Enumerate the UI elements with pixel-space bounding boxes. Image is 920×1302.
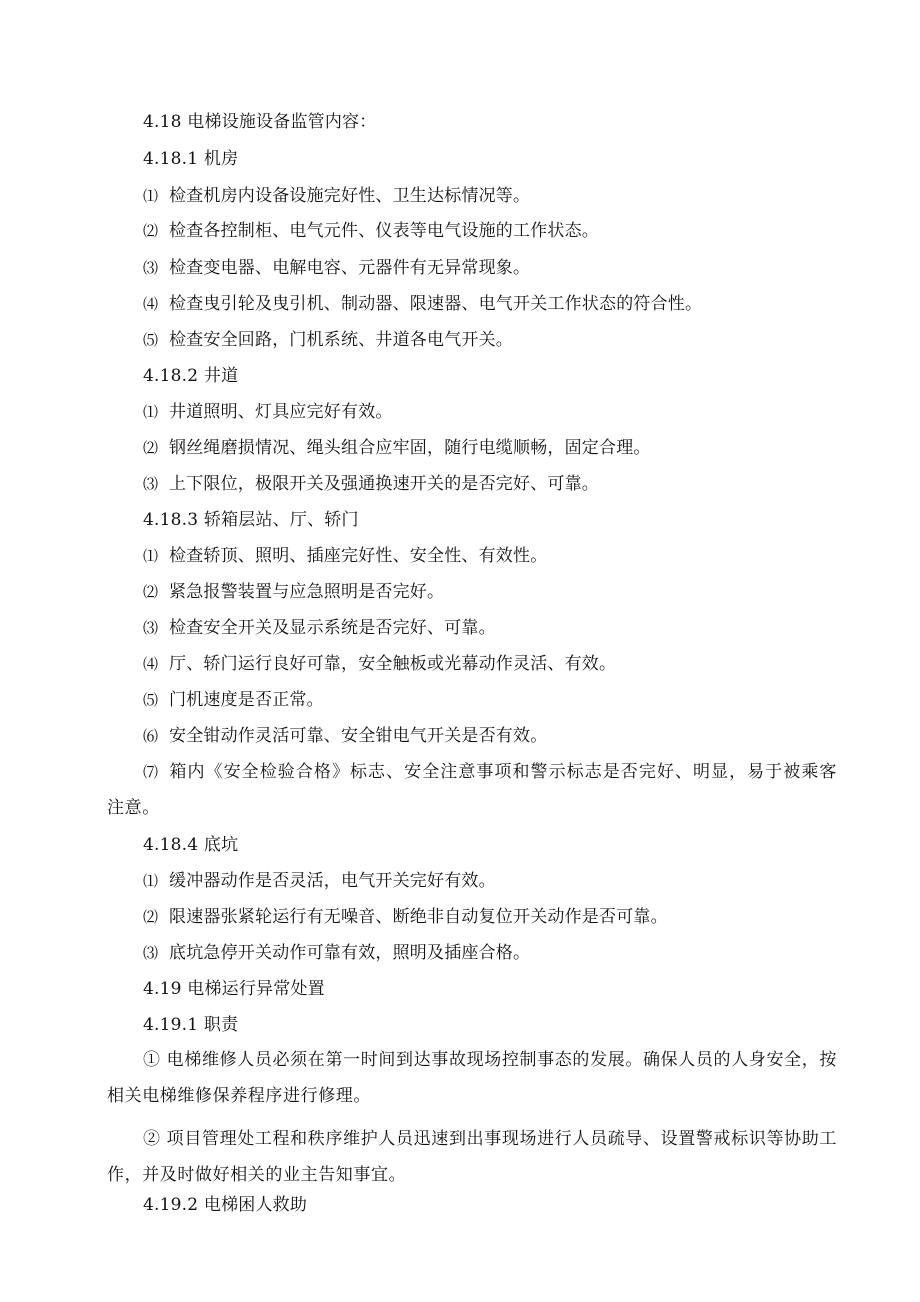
list-number: ⑶ (143, 619, 159, 637)
list-item (143, 871, 496, 891)
subsection-title-pit: 4.18.4 底坑 (143, 835, 239, 855)
list-item (143, 474, 599, 494)
list-text: 检查变电器、电解电容、元器件有无异常现象。 (169, 258, 531, 278)
list-number: ⑸ (143, 691, 159, 709)
list-text: 检查各控制柜、电气元件、仪表等电气设施的工作状态。 (169, 221, 599, 241)
list-number: ⑵ (143, 583, 159, 601)
list-text: 箱内《安全检验合格》标志、安全注意事项和警示标志是否完好、明显，易于被乘客注意。 (107, 762, 837, 818)
list-number: ⑶ (143, 259, 159, 277)
list-number: ⑹ (143, 727, 159, 745)
list-number: ⑶ (143, 944, 159, 962)
subsection-title-rescue: 4.19.2 电梯困人救助 (143, 1195, 308, 1215)
list-text: 检查轿顶、照明、插座完好性、安全性、有效性。 (169, 546, 548, 566)
section-heading: 4.18 电梯设施设备监管内容： (143, 112, 377, 132)
list-item (143, 438, 651, 458)
list-number: ⑵ (143, 908, 159, 926)
list-item-wrapped (107, 754, 837, 826)
list-number: ⑴ (143, 547, 159, 565)
list-item (143, 330, 513, 350)
list-item (143, 294, 702, 314)
list-item (143, 546, 547, 566)
list-number: ⑴ (143, 403, 159, 421)
list-text: 门机速度是否正常。 (169, 690, 324, 710)
list-number: ⑴ (143, 872, 159, 890)
list-item (143, 221, 599, 241)
list-number: ⑷ (143, 295, 159, 313)
list-text: 底坑急停开关动作可靠有效，照明及插座合格。 (169, 943, 531, 963)
list-item (143, 943, 530, 963)
list-item (143, 258, 530, 278)
list-number: ⑵ (143, 222, 159, 240)
list-text: 安全钳动作灵活可靠、安全钳电气开关是否有效。 (169, 726, 548, 746)
subsection-title-shaft: 4.18.2 井道 (143, 366, 239, 386)
list-text: 井道照明、灯具应完好有效。 (169, 402, 393, 422)
list-number: ⑵ (143, 439, 159, 457)
list-text: 厅、轿门运行良好可靠，安全触板或光幕动作灵活、有效。 (169, 654, 617, 674)
list-item (143, 726, 547, 746)
list-text: 检查曳引轮及曳引机、制动器、限速器、电气开关工作状态的符合性。 (169, 294, 703, 314)
list-text: 缓冲器动作是否灵活，电气开关完好有效。 (169, 871, 496, 891)
list-item (143, 582, 444, 602)
list-text: 上下限位，极限开关及强通换速开关的是否完好、可靠。 (169, 474, 599, 494)
list-number: ⑺ (143, 763, 159, 781)
list-number: ⑷ (143, 655, 159, 673)
list-text: 检查安全开关及显示系统是否完好、可靠。 (169, 618, 496, 638)
list-number: ⑶ (143, 475, 159, 493)
list-number: ⑸ (143, 331, 159, 349)
duty-paragraph-1: ① 电梯维修人员必须在第一时间到达事故现场控制事态的发展。确保人员的人身安全，按相关电梯维修保养程序进行修理。 (107, 1050, 837, 1106)
list-text: 紧急报警装置与应急照明是否完好。 (169, 582, 445, 602)
duty-paragraph-2: ② 项目管理处工程和秩序维护人员迅速到出事现场进行人员疏导、设置警戒标识等协助工作，并及时做好相关的业主告知事宜。 (107, 1129, 837, 1185)
list-item (143, 618, 496, 638)
subsection-title-duties: 4.19.1 职责 (143, 1015, 239, 1035)
subsection-title-car: 4.18.3 轿箱层站、厅、轿门 (143, 510, 359, 530)
list-text: 限速器张紧轮运行有无噪音、断绝非自动复位开关动作是否可靠。 (169, 907, 668, 927)
list-number: ⑴ (143, 187, 159, 205)
list-item (143, 186, 530, 206)
list-item (143, 654, 616, 674)
list-item (143, 907, 668, 927)
list-text: 钢丝绳磨损情况、绳头组合应牢固，随行电缆顺畅，固定合理。 (169, 438, 651, 458)
list-item (143, 402, 393, 422)
section-heading: 4.19 电梯运行异常处置 (143, 979, 325, 999)
subsection-title-machine-room: 4.18.1 机房 (143, 149, 239, 169)
list-text: 检查机房内设备设施完好性、卫生达标情况等。 (169, 186, 531, 206)
list-text: 检查安全回路，门机系统、井道各电气开关。 (169, 330, 513, 350)
list-item (143, 690, 324, 710)
